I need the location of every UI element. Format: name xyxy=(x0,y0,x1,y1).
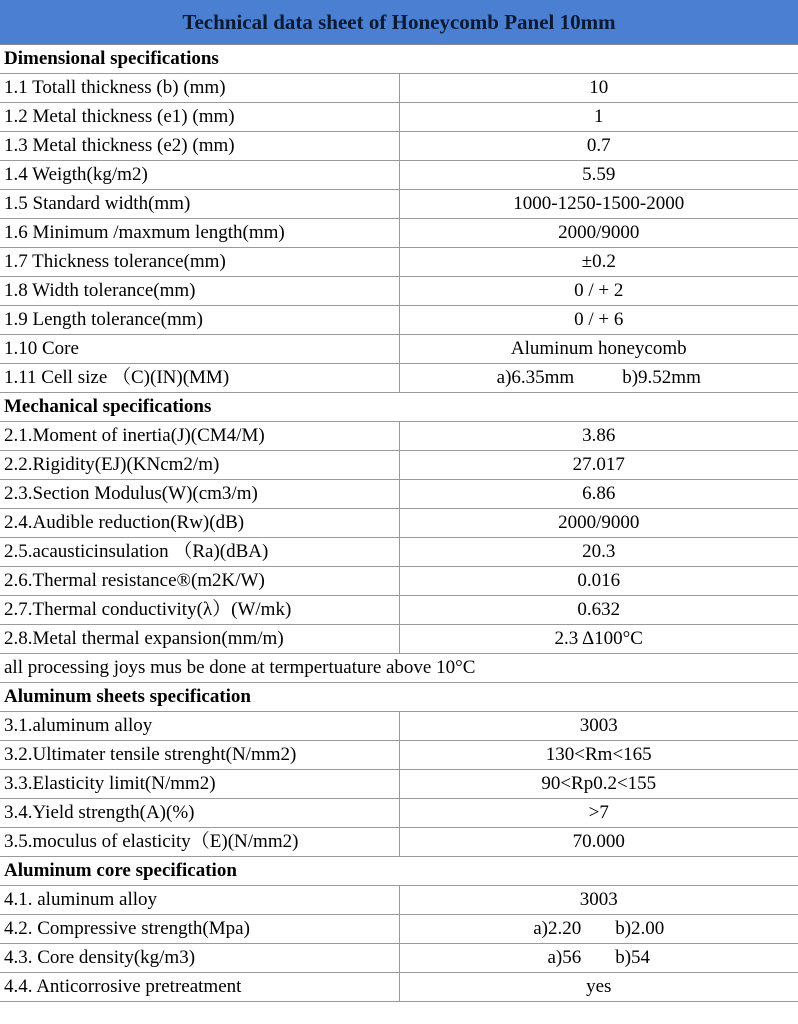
spec-label: 3.2.Ultimater tensile strenght(N/mm2) xyxy=(0,741,399,770)
section-heading-core: Aluminum core specification xyxy=(0,857,798,886)
spec-label: 1.2 Metal thickness (e1) (mm) xyxy=(0,103,399,132)
table-row xyxy=(0,277,798,306)
spec-value: 2000/9000 xyxy=(399,219,798,248)
spec-label: 2.3.Section Modulus(W)(cm3/m) xyxy=(0,480,399,509)
spec-label: 1.11 Cell size （C)(IN)(MM) xyxy=(0,364,399,393)
table-row xyxy=(0,480,798,509)
section-heading-mechanical: Mechanical specifications xyxy=(0,393,798,422)
spec-table xyxy=(0,45,798,1002)
spec-label: 1.4 Weigth(kg/m2) xyxy=(0,161,399,190)
spec-label: 1.9 Length tolerance(mm) xyxy=(0,306,399,335)
spec-value: 1 xyxy=(399,103,798,132)
table-row xyxy=(0,422,798,451)
spec-label: 1.3 Metal thickness (e2) (mm) xyxy=(0,132,399,161)
spec-label: 4.1. aluminum alloy xyxy=(0,886,399,915)
spec-label: 4.4. Anticorrosive pretreatment xyxy=(0,973,399,1002)
table-row xyxy=(0,712,798,741)
spec-value: 20.3 xyxy=(399,538,798,567)
spec-value-a: a)56 xyxy=(547,947,582,968)
spec-value: 0 / + 2 xyxy=(399,277,798,306)
table-row xyxy=(0,132,798,161)
spec-label: 1.7 Thickness tolerance(mm) xyxy=(0,248,399,277)
spec-value-b: b)54 xyxy=(615,947,651,968)
table-row xyxy=(0,248,798,277)
spec-value-pair xyxy=(400,915,798,943)
spec-label: 3.1.aluminum alloy xyxy=(0,712,399,741)
spec-value: 1000-1250-1500-2000 xyxy=(399,190,798,219)
spec-value xyxy=(399,364,798,393)
table-row xyxy=(0,364,798,393)
section-heading-sheets: Aluminum sheets specification xyxy=(0,683,798,712)
spec-label: 1.1 Totall thickness (b) (mm) xyxy=(0,74,399,103)
spec-value-a: a)2.20 xyxy=(533,918,582,939)
spec-value xyxy=(399,915,798,944)
spec-value: 10 xyxy=(399,74,798,103)
section-row xyxy=(0,393,798,422)
table-row xyxy=(0,886,798,915)
spec-value: 3003 xyxy=(399,886,798,915)
spec-value: 3003 xyxy=(399,712,798,741)
spec-value: 0 / + 6 xyxy=(399,306,798,335)
table-row xyxy=(0,741,798,770)
table-row xyxy=(0,335,798,364)
table-row xyxy=(0,509,798,538)
table-row xyxy=(0,915,798,944)
spec-value: 5.59 xyxy=(399,161,798,190)
spec-value: ±0.2 xyxy=(399,248,798,277)
spec-value: 0.632 xyxy=(399,596,798,625)
spec-label: 2.1.Moment of inertia(J)(CM4/M) xyxy=(0,422,399,451)
section-row xyxy=(0,683,798,712)
spec-label: 2.6.Thermal resistance®(m2K/W) xyxy=(0,567,399,596)
table-row xyxy=(0,567,798,596)
spec-value: 90<Rp0.2<155 xyxy=(399,770,798,799)
table-row xyxy=(0,306,798,335)
spec-label: 1.5 Standard width(mm) xyxy=(0,190,399,219)
table-row xyxy=(0,219,798,248)
table-row xyxy=(0,828,798,857)
spec-value: 130<Rm<165 xyxy=(399,741,798,770)
section-row xyxy=(0,45,798,74)
table-row xyxy=(0,161,798,190)
spec-label: 2.2.Rigidity(EJ)(KNcm2/m) xyxy=(0,451,399,480)
section-heading-dimensional: Dimensional specifications xyxy=(0,45,798,74)
spec-value-a: a)6.35mm xyxy=(496,367,575,388)
spec-value: >7 xyxy=(399,799,798,828)
section-row xyxy=(0,857,798,886)
spec-label: 2.7.Thermal conductivity(λ）(W/mk) xyxy=(0,596,399,625)
spec-value: 3.86 xyxy=(399,422,798,451)
spec-label: 4.2. Compressive strength(Mpa) xyxy=(0,915,399,944)
table-row xyxy=(0,538,798,567)
table-row xyxy=(0,799,798,828)
spec-value-pair xyxy=(400,364,798,392)
spec-value: 6.86 xyxy=(399,480,798,509)
processing-note: all processing joys mus be done at termpertuature above 10°C xyxy=(0,654,798,683)
table-row xyxy=(0,944,798,973)
spec-label: 3.5.moculus of elasticity（E)(N/mm2) xyxy=(0,828,399,857)
table-row xyxy=(0,190,798,219)
spec-value: 27.017 xyxy=(399,451,798,480)
spec-label: 2.4.Audible reduction(Rw)(dB) xyxy=(0,509,399,538)
spec-value-pair xyxy=(400,944,798,972)
spec-label: 2.8.Metal thermal expansion(mm/m) xyxy=(0,625,399,654)
spec-value: yes xyxy=(399,973,798,1002)
spec-label: 1.8 Width tolerance(mm) xyxy=(0,277,399,306)
table-row xyxy=(0,973,798,1002)
table-row xyxy=(0,103,798,132)
spec-label: 2.5.acausticinsulation （Ra)(dBA) xyxy=(0,538,399,567)
spec-value: 0.016 xyxy=(399,567,798,596)
spec-value: Aluminum honeycomb xyxy=(399,335,798,364)
spec-value-b: b)9.52mm xyxy=(622,367,701,388)
spec-value: 2.3 Δ100°C xyxy=(399,625,798,654)
table-row xyxy=(0,770,798,799)
spec-label: 4.3. Core density(kg/m3) xyxy=(0,944,399,973)
spec-label: 3.4.Yield strength(A)(%) xyxy=(0,799,399,828)
note-row xyxy=(0,654,798,683)
table-row xyxy=(0,74,798,103)
table-row xyxy=(0,596,798,625)
spec-value-b: b)2.00 xyxy=(615,918,665,939)
spec-label: 1.6 Minimum /maxmum length(mm) xyxy=(0,219,399,248)
spec-label: 1.10 Core xyxy=(0,335,399,364)
spec-value xyxy=(399,944,798,973)
table-row xyxy=(0,625,798,654)
spec-value: 70.000 xyxy=(399,828,798,857)
spec-label: 3.3.Elasticity limit(N/mm2) xyxy=(0,770,399,799)
sheet-title: Technical data sheet of Honeycomb Panel 10mm xyxy=(0,0,798,45)
spec-value: 0.7 xyxy=(399,132,798,161)
table-row xyxy=(0,451,798,480)
spec-value: 2000/9000 xyxy=(399,509,798,538)
